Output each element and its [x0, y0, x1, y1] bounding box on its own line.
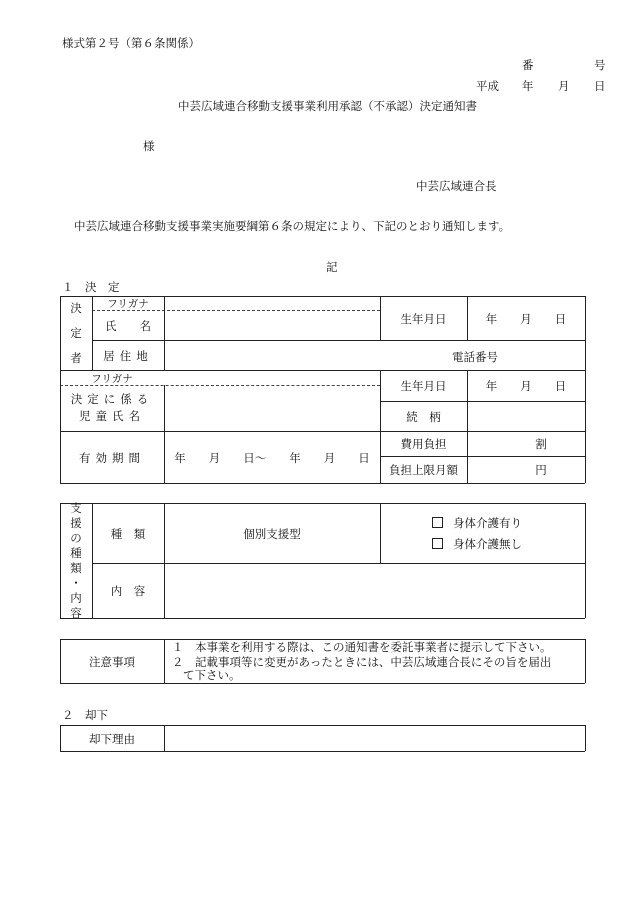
date-day: 日	[594, 79, 606, 93]
addressee-suffix: 様	[143, 139, 155, 153]
section2-heading: ２ 却下	[62, 708, 108, 722]
address-label: 居住地	[103, 348, 153, 363]
form-number: 様式第２号（第６条関係）	[62, 36, 200, 50]
option-with-care[interactable]: 身体介護有り	[432, 517, 522, 530]
child-name-field[interactable]	[164, 386, 380, 431]
type-label: 種 類	[110, 526, 146, 541]
limit-field[interactable]: 円	[535, 463, 547, 477]
child-label-line2: 児童氏名	[79, 409, 145, 423]
content-label: 内 容	[110, 584, 146, 598]
furigana-label: フリガナ	[107, 298, 149, 310]
cost-field[interactable]: 割	[535, 437, 547, 451]
date-era: 平成	[476, 79, 499, 93]
notes-label: 注意事項	[89, 654, 135, 669]
checkbox-icon[interactable]	[432, 517, 443, 528]
valid-period-label: 有効期間	[79, 450, 145, 465]
limit-label: 負担上限月額	[389, 463, 458, 477]
rejection-reason-field[interactable]	[164, 726, 585, 751]
cost-label: 費用負担	[400, 437, 447, 451]
document-title: 中芸広域連合移動支援事業利用承認（不承認）決定通知書	[178, 99, 477, 113]
valid-period-field[interactable]: 年 月 日～ 年 月 日	[174, 450, 370, 465]
decidee-label-2: 定	[70, 326, 82, 340]
relation-label: 続 柄	[406, 409, 441, 424]
number-ban: 番	[522, 58, 534, 72]
content-field[interactable]	[164, 564, 585, 618]
name-field[interactable]	[164, 297, 380, 340]
child-birth-date-field[interactable]: 年 月 日	[485, 379, 567, 393]
body-text: 中芸広域連合移動支援事業実施要綱第６条の規定により、下記のとおり通知します。	[74, 219, 511, 233]
name-label: 氏 名	[105, 318, 151, 333]
phone-label: 電話番号	[452, 350, 498, 364]
number-go: 号	[594, 58, 606, 72]
decidee-label-3: 者	[70, 351, 82, 365]
section1-heading: １ 決 定	[62, 280, 120, 294]
decidee-label-1: 決	[70, 301, 82, 315]
sender-name: 中芸広域連合長	[416, 179, 497, 193]
option-without-care[interactable]: 身体介護無し	[432, 538, 522, 551]
ki-mark: 記	[326, 260, 338, 274]
child-furigana-label: フリガナ	[91, 372, 133, 385]
support-side-label: 支 援 の 種 類 ・ 内 容	[70, 501, 82, 620]
type-value: 個別支援型	[243, 526, 301, 541]
relation-field[interactable]	[467, 402, 585, 431]
notes-line-2: ２ 記載事項等に変更があったときには、中芸広域連合長にその旨を届出	[172, 655, 552, 669]
date-month: 月	[558, 79, 570, 93]
child-label-line1: 決定に係る	[70, 392, 154, 406]
checkbox-icon[interactable]	[432, 538, 443, 549]
birth-label: 生年月日	[400, 311, 447, 326]
child-birth-label: 生年月日	[400, 379, 447, 393]
notes-line-1: １ 本事業を利用する際は、この通知書を委託事業者に提示して下さい。	[172, 640, 552, 654]
birth-date-field[interactable]: 年 月 日	[485, 311, 567, 326]
date-year: 年	[522, 79, 534, 93]
notes-line-3: て下さい。	[183, 668, 241, 682]
rejection-reason-label: 却下理由	[89, 731, 135, 746]
